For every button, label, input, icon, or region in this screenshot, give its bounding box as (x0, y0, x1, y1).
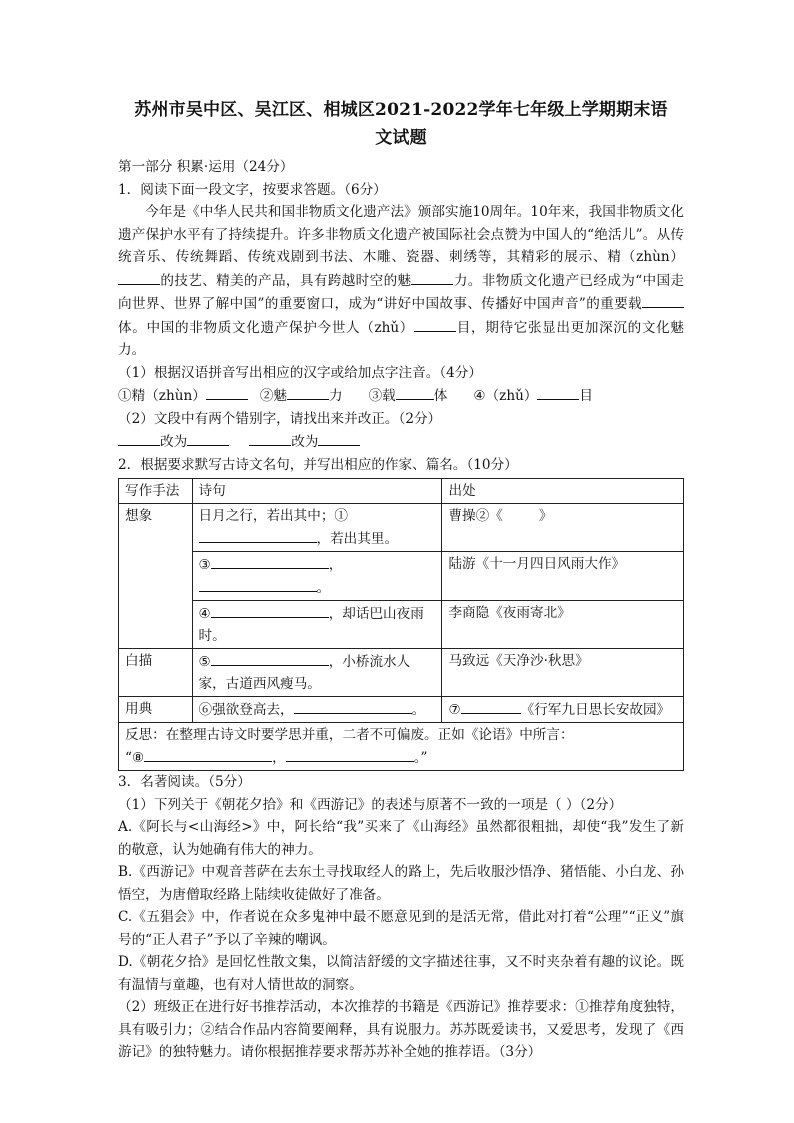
q1-passage-c: 力。非物质文化遗产已经成为“中国走向世界、世界了解中国”的重要窗口，成为“讲好中国故事、传播好中国声音”的重要载 (118, 272, 685, 312)
q3-heading: 3．名著阅读。（5分） (118, 774, 251, 790)
fill-label-1: ①精（zhùn） (118, 388, 206, 404)
q3-sub1: （1）下列关于《朝花夕拾》和《西游记》的表述与原著不一致的一项是（ ）（2分） (118, 796, 623, 813)
answer-blank[interactable] (642, 292, 684, 308)
q1-passage-b: 的技艺、精美的产品，具有跨越时空的魅 (160, 272, 412, 289)
verse-text: ⑤ (198, 654, 211, 670)
verse-text: ，小桥流水人家，古道西风瘦马。 (198, 654, 411, 692)
answer-blank[interactable] (199, 576, 317, 592)
technique-cell: 用典 (119, 697, 193, 723)
answer-blank[interactable] (318, 430, 360, 446)
verse-text: ，却话巴山夜雨时。 (198, 606, 424, 644)
answer-blank[interactable] (537, 384, 579, 400)
table-header-cell: 出处 (442, 479, 684, 504)
source-cell (442, 697, 684, 723)
answer-blank[interactable] (411, 269, 453, 285)
source-cell: 马致远《天净沙·秋思》 (442, 649, 684, 697)
exam-title-line1: 苏州市吴中区、吴江区、相城区2021-2022学年七年级上学期期末语 (134, 100, 668, 120)
q3-sub2: （2）班级正在进行好书推荐活动，本次推荐的书籍是《西游记》推荐要求：①推荐角度独特，具有吸引力；②结合作品内容简要阐释，具有说服力。苏苏既爱读书，又爱思考，发现了《西游记》的独特魅力。请你根据推荐要求帮苏苏补全她的推荐语。（3分） (118, 999, 684, 1060)
verse-cell (192, 504, 442, 552)
fill-end-4: 目 (579, 388, 594, 404)
answer-blank[interactable] (211, 602, 329, 618)
table-row (119, 552, 684, 601)
answer-blank[interactable] (199, 527, 317, 543)
fill-label-4: ④（zhǔ） (473, 388, 538, 404)
verse-text: ，若出其里。 (316, 531, 399, 547)
answer-blank[interactable] (249, 430, 291, 446)
table-row (119, 723, 684, 771)
table-row (119, 697, 684, 723)
table-row (119, 649, 684, 697)
verse-text: ， (328, 557, 343, 573)
technique-cell: 想象 (119, 504, 193, 649)
q1-passage-a: 今年是《中华人民共和国非物质文化遗产法》颁部实施10周年。10年来，我国非物质文化遗产保护水平有了持续提升。许多非物质文化遗产被国际社会点赞为中国人的“绝活儿”。从传统音乐、传统舞蹈、传统戏剧到书法、木雕、瓷器、刺绣等，其精彩的展示、精（zhùn） (118, 204, 684, 265)
answer-blank[interactable] (144, 746, 272, 762)
source-text: 《行军九日思长安故园》 (520, 702, 671, 718)
verse-cell (192, 552, 442, 601)
poem-table (118, 478, 684, 771)
fill-end-2: 力 (329, 388, 343, 404)
answer-blank[interactable] (211, 650, 329, 666)
exam-page (118, 96, 684, 1064)
fill-end-3: 体 (433, 388, 448, 404)
answer-blank[interactable] (286, 746, 414, 762)
answer-blank[interactable] (414, 316, 456, 332)
source-text: 曹操②《 (448, 508, 503, 524)
answer-blank[interactable] (211, 553, 329, 569)
answer-blank[interactable] (118, 430, 160, 446)
verse-cell (192, 697, 442, 723)
table-row (119, 601, 684, 649)
q1-heading: 1．阅读下面一段文字，按要求答题。（6分） (118, 181, 387, 198)
q3-option-d: D.《朝花夕拾》是回忆性散文集，以简洁舒缓的文字描述往事，又不时夹杂着有趣的议论。既有温情与童趣，也有对人情世故的洞察。 (118, 954, 684, 993)
answer-blank[interactable] (206, 384, 248, 400)
table-header-row (119, 479, 684, 504)
table-row (119, 504, 684, 552)
source-cell (442, 504, 684, 552)
technique-cell: 白描 (119, 649, 193, 697)
q1-sub1: （1）根据汉语拼音写出相应的汉字或给加点字注音。（4分） (118, 364, 482, 381)
reflection-text: 反思：在整理古诗文时要学思并重，二者不可偏废。正如《论语》中所言： (125, 727, 574, 743)
part-one-heading: 第一部分 积累·运用（24分） (118, 159, 294, 175)
verse-cell (192, 601, 442, 649)
fill-label-2: ②魅 (259, 388, 287, 404)
q2-heading: 2．根据要求默写古诗文名句，并写出相应的作家、篇名。（10分） (118, 456, 518, 473)
q1-passage-e: 目，期待它张显出更加深沉的文化魅力。 (118, 319, 685, 358)
fix-label-1: 改为 (160, 434, 188, 450)
q1-sub2: （2）文段中有两个错别字，请找出来并改正。（2分） (118, 410, 442, 427)
verse-cell (192, 649, 442, 697)
verse-text: 日月之行，若出其中；① (198, 508, 349, 524)
fix-label-2: 改为 (291, 434, 319, 450)
source-cell: 陆游《十一月四日风雨大作》 (442, 552, 684, 601)
q1-fill-row (118, 384, 684, 408)
verse-text: ③ (198, 557, 211, 573)
verse-text: 。 (411, 702, 426, 718)
fill-label-3: ③载 (368, 388, 396, 404)
reflection-text: 。” (413, 750, 428, 766)
q3-option-c: C.《五猖会》中，作者说在众多鬼神中最不愿意见到的是活无常，借此对打着“公理”“正义”旗号的“正人君子”予以了辛辣的嘲讽。 (118, 909, 684, 948)
q1-passage-d: 体。中国的非物质文化遗产保护今世人（zhǔ） (118, 319, 415, 336)
reflection-text: ， (272, 750, 286, 766)
reflection-cell (119, 723, 684, 771)
source-text: 》 (538, 508, 553, 524)
verse-text: ④ (198, 606, 211, 622)
verse-text: ⑥强欲登高去， (198, 702, 294, 718)
q3-option-b: B.《西游记》中观音菩萨在去东土寻找取经人的路上，先后收服沙悟净、猪悟能、小白龙、孙悟空，为唐僧取经路上陆续收徒做好了准备。 (118, 864, 684, 903)
answer-blank[interactable] (187, 430, 229, 446)
verse-text: 。 (316, 580, 331, 596)
table-header-cell: 写作手法 (119, 479, 193, 504)
q3-option-a: A.《阿长与<山海经>》中，阿长给“我”买来了《山海经》虽然都很粗拙，却使“我”发生了新的敬意，认为她确有伟大的神力。 (118, 819, 684, 858)
answer-blank[interactable] (396, 384, 434, 400)
source-text: ⑦ (448, 702, 461, 718)
table-header-cell: 诗句 (192, 479, 442, 504)
source-cell: 李商隐《夜雨寄北》 (442, 601, 684, 649)
reflection-text: “⑧ (125, 750, 145, 766)
answer-blank[interactable] (287, 384, 329, 400)
q1-fix-row (118, 430, 684, 454)
answer-blank[interactable] (118, 269, 160, 285)
answer-blank[interactable] (294, 698, 412, 714)
exam-title-line2: 文试题 (375, 128, 427, 148)
q1-passage (118, 201, 684, 362)
answer-blank[interactable] (461, 698, 521, 714)
